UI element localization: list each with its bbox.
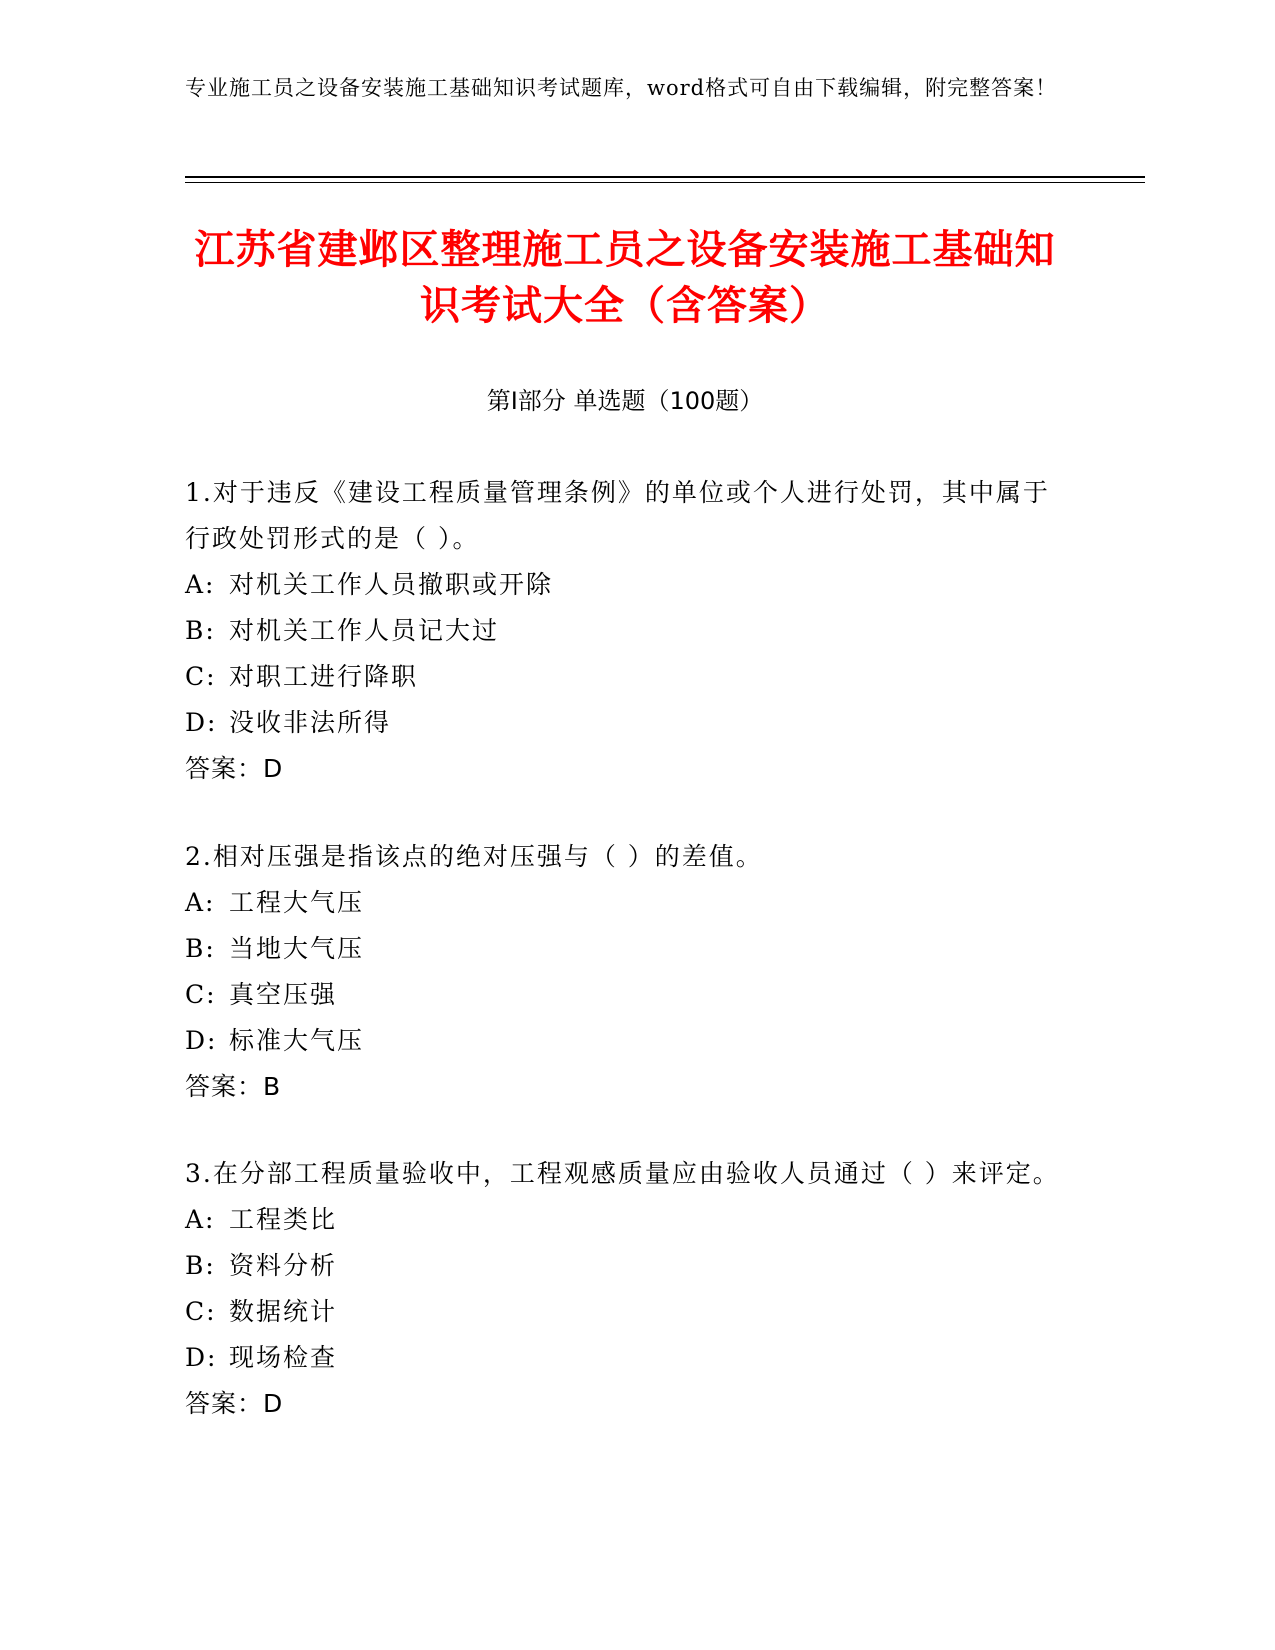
option-text: 没收非法所得 — [229, 708, 392, 737]
option-b — [185, 608, 1065, 654]
answer-line: 答案：D — [185, 754, 284, 783]
option-key: B: — [185, 616, 216, 645]
question-stem: 3.在分部工程质量验收中，工程观感质量应由验收人员通过（ ）来评定。 — [185, 1159, 1060, 1188]
option-key: A: — [185, 1205, 216, 1234]
option-b — [185, 1243, 1065, 1289]
option-key: C: — [185, 662, 217, 691]
option-text: 当地大气压 — [229, 934, 365, 963]
option-c — [185, 972, 1065, 1018]
option-text: 真空压强 — [229, 980, 338, 1009]
option-key: A: — [185, 888, 216, 917]
option-key: D: — [185, 708, 218, 737]
option-a — [185, 880, 1065, 926]
option-key: D: — [185, 1343, 218, 1372]
option-d — [185, 700, 1065, 746]
section-title: 第Ⅰ部分 单选题（100题） — [486, 387, 764, 415]
option-a — [185, 562, 1065, 608]
question-3 — [185, 1151, 1065, 1427]
document-title: 江苏省建邺区整理施工员之设备安装施工基础知识考试大全（含答案） — [194, 227, 1056, 329]
option-text: 工程大气压 — [229, 888, 365, 917]
option-text: 对职工进行降职 — [229, 662, 419, 691]
option-c — [185, 1289, 1065, 1335]
answer-line: 答案：D — [185, 1389, 284, 1418]
option-text: 对机关工作人员记大过 — [229, 616, 500, 645]
option-key: C: — [185, 980, 217, 1009]
option-text: 工程类比 — [229, 1205, 338, 1234]
option-d — [185, 1335, 1065, 1381]
option-text: 现场检查 — [229, 1343, 338, 1372]
option-a — [185, 1197, 1065, 1243]
option-text: 对机关工作人员撤职或开除 — [229, 570, 554, 599]
header-divider-thin — [185, 182, 1145, 183]
option-key: B: — [185, 934, 216, 963]
option-text: 标准大气压 — [229, 1026, 365, 1055]
question-stem: 2.相对压强是指该点的绝对压强与（ ）的差值。 — [185, 842, 763, 871]
question-stem: 1.对于违反《建设工程质量管理条例》的单位或个人进行处罚，其中属于行政处罚形式的是（ ）。 — [185, 478, 1050, 553]
option-text: 数据统计 — [229, 1297, 338, 1326]
answer-line: 答案：B — [185, 1072, 282, 1101]
option-d — [185, 1018, 1065, 1064]
option-b — [185, 926, 1065, 972]
option-key: C: — [185, 1297, 217, 1326]
header-note: 专业施工员之设备安装施工基础知识考试题库，word格式可自由下载编辑，附完整答案！ — [185, 76, 1058, 100]
option-key: A: — [185, 570, 216, 599]
question-2 — [185, 834, 1065, 1110]
option-text: 资料分析 — [229, 1251, 338, 1280]
option-key: D: — [185, 1026, 218, 1055]
option-c — [185, 654, 1065, 700]
header-divider-thick — [185, 176, 1145, 178]
option-key: B: — [185, 1251, 216, 1280]
question-1 — [185, 470, 1065, 792]
